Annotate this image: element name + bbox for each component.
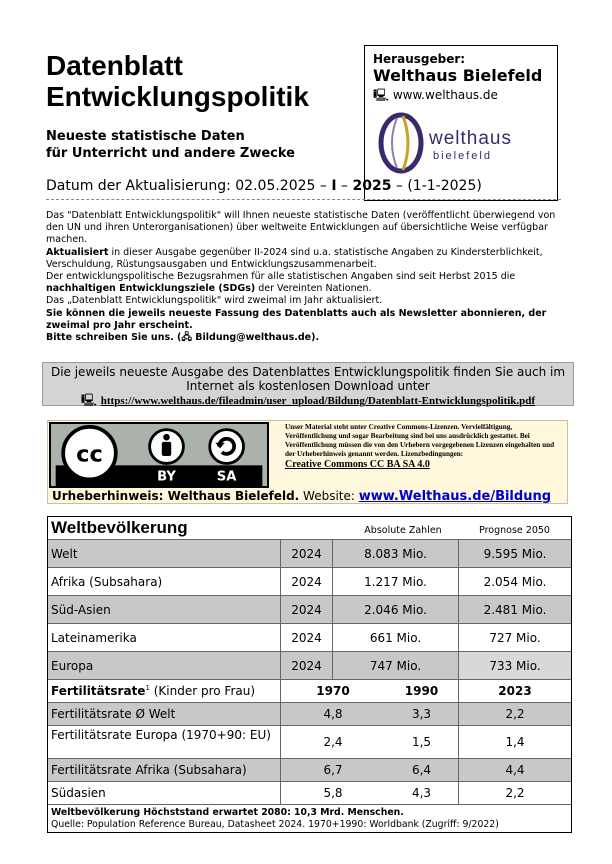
fertility-header (48, 679, 571, 702)
monitor-icon: 🖳 (373, 88, 390, 102)
sa-icon (210, 430, 244, 464)
value-cell: 2.046 Mio. (332, 596, 458, 623)
title-line-2: Entwicklungspolitik (46, 81, 309, 112)
table-row (48, 651, 571, 679)
year-header: 1990 (404, 684, 439, 698)
table-footer (48, 804, 571, 832)
update-issue: I (331, 178, 337, 194)
forecast-cell: 2.481 Mio. (458, 596, 571, 623)
value-cell: 3,3 (385, 703, 458, 725)
region-cell: Welt (48, 540, 280, 567)
value-cell: 2,2 (458, 782, 571, 804)
fertility-label: Südasien (51, 786, 106, 800)
publisher-website[interactable] (373, 86, 498, 107)
fertility-title: Fertilitätsrate$^1$ (Kinder pro Frau) (51, 684, 256, 698)
divider (46, 199, 561, 200)
year-cell: 2024 (280, 568, 332, 595)
intro-text (46, 210, 561, 344)
region-cell: Europa (48, 652, 280, 679)
region-cell: Lateinamerika (51, 631, 137, 645)
value-cell: 1,5 (411, 735, 432, 749)
attribution-line (52, 489, 551, 504)
intro-p3: Der entwicklungspolitische Bezugsrahmen für alle statistischen Angaben sind seit Herbst 2015 die nachhaltigen Entwicklungsziele (SDGs) der Vereinten Nationen. (46, 271, 516, 295)
license-notice: Unser Material steht unter Creative Commons-Lizenzen. Vervielfältigung, Veröffentlichung und sogar Bearbeitung sind bei uns ausdrücklich gestattet. Bei Veröffentlichung müssen die von den Urhebern vorgegebenen Lizenzen eingehalten und der Urheberhinweis genannt werden. Lizenzbedingungen: Creative Commons CC BA SA 4.0 (285, 423, 565, 470)
value-cell: 1.217 Mio. (332, 568, 458, 595)
intro-p6: Bitte schreiben Sie uns. (🖧 Bildung@welthaus.de). (46, 332, 320, 344)
attribution-label: Urheberhinweis: Welthaus Bielefeld. (52, 489, 300, 503)
year-cell: 2024 (280, 540, 332, 567)
year-cell: 2024 (280, 596, 332, 623)
forecast-cell: 727 Mio. (458, 624, 571, 651)
value-cell: 4,3 (411, 786, 432, 800)
sa-label: SA (216, 469, 237, 485)
region-cell: Afrika (Subsahara) (51, 575, 163, 589)
update-sep: – (336, 178, 353, 194)
update-prefix: Datum der Aktualisierung: 02.05.2025 – (46, 178, 332, 194)
table-row (48, 702, 571, 725)
value-cell: 4,4 (458, 759, 571, 781)
license-name[interactable]: Creative Commons CC BA SA 4.0 (285, 458, 430, 470)
intro-p1: Das "Datenblatt Entwicklungspolitik" will Ihnen neueste statistische Daten (veröffentlicht überwiegend von den UN und ihren Unterorganisationen) über weltweite Entwicklungen auf übersichtliche Weise verfügbar machen. (46, 210, 556, 246)
subtitle-line-2: für Unterricht und andere Zwecke (46, 146, 295, 161)
fertility-label: Fertilitätsrate Europa (1970+90: EU) (51, 728, 271, 742)
bildung-link[interactable]: www.Welthaus.de/Bildung (358, 489, 552, 504)
value-cell: 1,4 (458, 726, 571, 758)
title-line-1: Datenblatt (46, 50, 183, 81)
download-text: Die jeweils neueste Ausgabe des Datenblattes Entwicklungspolitik finden Sie auch im Internet als kostenlosen Download unter (50, 365, 566, 393)
by-label: BY (157, 469, 176, 485)
cc-text: cc (76, 441, 103, 468)
value-cell: 661 Mio. (332, 624, 458, 651)
subtitle-line-1: Neueste statistische Daten (46, 129, 245, 144)
table-row (48, 758, 571, 781)
update-date-line (46, 178, 482, 194)
col-absolute: Absolute Zahlen (364, 525, 442, 536)
value-cell: 5,8 (280, 782, 385, 804)
value-cell: 4,8 (280, 703, 385, 725)
forecast-cell: 2.054 Mio. (458, 568, 571, 595)
value-cell: 6,4 (385, 759, 458, 781)
fertility-label: Fertilitätsrate Ø Welt (48, 703, 280, 725)
table-row (48, 781, 571, 804)
logo-word: welthaus (429, 128, 512, 149)
monitor-icon: 🖳 (80, 393, 97, 407)
publisher-website-text: www.welthaus.de (392, 88, 498, 102)
population-title: Weltbevölkerung (51, 518, 188, 537)
table-row (48, 539, 571, 567)
intro-p4: Das „Datenblatt Entwicklungspolitik" wird zweimal im Jahr aktualisiert. (46, 295, 383, 307)
welthaus-logo (373, 110, 549, 176)
cc-by-sa-badge (49, 422, 269, 488)
source-note: Quelle: Population Reference Bureau, Datasheet 2024. 1970+1990: Worldbank (Zugriff: 9/2022) (51, 818, 499, 830)
fertility-label: Fertilitätsrate Afrika (Subsahara) (48, 759, 280, 781)
forecast-cell: 733 Mio. (458, 652, 571, 679)
page-title (46, 50, 309, 112)
update-year: 2025 (352, 178, 392, 194)
col-forecast: Prognose 2050 (479, 525, 550, 536)
forecast-cell: 9.595 Mio. (458, 540, 571, 567)
population-table (47, 516, 572, 833)
year-header: 1970 (280, 680, 385, 702)
license-box (47, 420, 568, 504)
download-link[interactable]: https://www.welthaus.de/fileadmin/user_upload/Bildung/Datenblatt-Entwicklungspolitik.pdf (100, 395, 536, 407)
page-subtitle (46, 128, 295, 162)
peak-note: Weltbevölkerung Höchststand erwartet 2080: 10,3 Mrd. Menschen. (51, 807, 404, 818)
value-cell: 2,4 (280, 726, 385, 758)
value-cell: 6,7 (280, 759, 385, 781)
table-header (48, 517, 571, 539)
year-header: 2023 (458, 680, 571, 702)
update-suffix: – (1-1-2025) (391, 178, 482, 194)
publisher-label: Herausgeber: (373, 52, 466, 66)
table-row (48, 623, 571, 651)
year-cell: 2024 (280, 652, 332, 679)
table-row (48, 595, 571, 623)
website-label: Website: (299, 489, 359, 503)
year-cell: 2024 (280, 624, 332, 651)
intro-p2: Aktualisiert in dieser Ausgabe gegenüber II-2024 sind u.a. statistische Angaben zu Kindersterblichkeit, Verschuldung, Rüstungsausgaben und Entwicklungszusammenarbeit. (46, 246, 543, 270)
value-cell: 2,2 (458, 703, 571, 725)
table-row (48, 725, 571, 758)
logo-city: bielefeld (433, 150, 492, 162)
download-box (42, 362, 574, 406)
region-cell: Süd-Asien (48, 596, 280, 623)
value-cell: 8.083 Mio. (332, 540, 458, 567)
intro-p5: Sie können die jeweils neueste Fassung des Datenblatts auch als Newsletter abonnieren, der zweimal pro Jahr erscheint. (46, 307, 547, 331)
publisher-name: Welthaus Bielefeld (373, 66, 543, 85)
value-cell: 747 Mio. (332, 652, 458, 679)
table-row (48, 567, 571, 595)
